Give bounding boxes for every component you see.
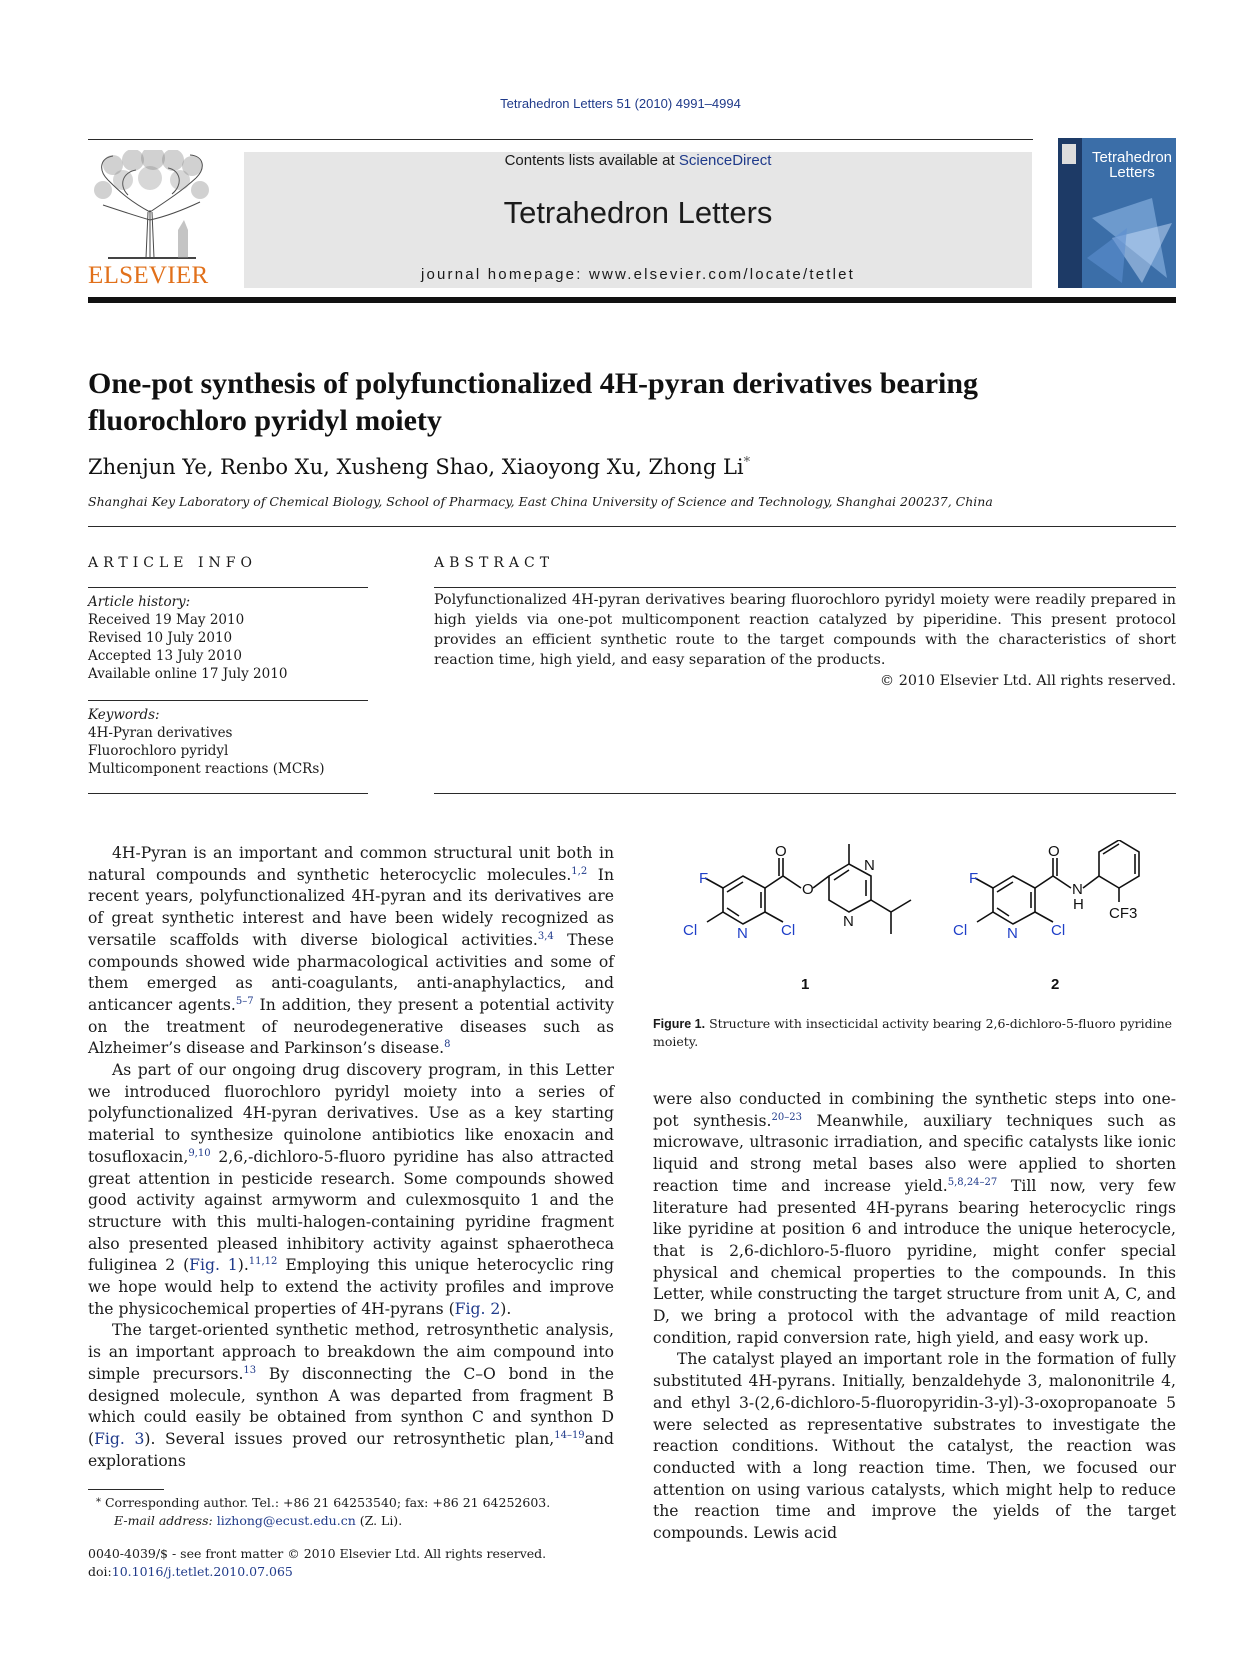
elsevier-wordmark: ELSEVIER — [88, 262, 209, 289]
title-line1: One-pot synthesis of polyfunctionalized 4H-pyran derivatives bearing — [88, 367, 979, 400]
footnote-contact: Corresponding author. Tel.: +86 21 64253540; fax: +86 21 64252603. — [104, 1495, 551, 1510]
atom-CF3: CF3 — [1109, 905, 1138, 922]
journal-cover — [1058, 138, 1176, 288]
article-info-heading: ARTICLE INFO — [88, 555, 257, 571]
affiliation-rule — [88, 526, 1176, 527]
accepted-date: Accepted 13 July 2010 — [88, 648, 243, 664]
citation-ref[interactable]: 14–19 — [554, 1429, 585, 1441]
journal-title: Tetrahedron Letters — [503, 195, 773, 230]
abstract-heading: ABSTRACT — [434, 555, 555, 571]
authors-text: Zhenjun Ye, Renbo Xu, Xusheng Shao, Xiaoyong Xu, Zhong Li — [88, 455, 744, 479]
atom-N: N — [1072, 881, 1083, 898]
issn-doi — [88, 1545, 648, 1581]
title-line2: fluorochloro pyridyl moiety — [88, 404, 442, 437]
compound2-phenyl-ring — [1099, 840, 1139, 888]
atom-Cl: Cl — [683, 922, 698, 939]
article-info-rule — [88, 587, 368, 588]
info-bottom-rule — [88, 793, 368, 794]
figure-1-link[interactable]: Fig. 1 — [189, 1256, 238, 1275]
abstract-text: Polyfunctionalized 4H-pyran derivatives bearing fluorochloro pyridyl moiety were readily prepared in high yields via one-pot multicomponent reaction catalyzed by piperidine. This present protocol provides an efficient synthetic route to the target compounds with the characteristics of short reaction time, high yield, and easy separation of the products. — [434, 592, 1176, 668]
masthead-rule — [88, 297, 1176, 303]
article-title — [88, 365, 1088, 439]
received-date: Received 19 May 2010 — [88, 612, 245, 628]
keyword-item: 4H-Pyran derivatives — [88, 725, 233, 741]
compound-2-label: 2 — [1051, 976, 1060, 993]
footnote-rule — [88, 1489, 164, 1490]
paragraph-retrosynthesis: The target-oriented synthetic method, retrosynthetic analysis, is an important approach to breakdown the aim compound into simple precursors.$^{13}$ By disconnecting the C–O bond in the designed molecule, synthon A was departed from fragment B which could easily be obtained from synthon C and synthon D (Fig. 3). Several issues proved our retrosynthetic plan,$^{14-19}$and explorations — [88, 1321, 614, 1470]
footnote-mark: * — [96, 1497, 101, 1508]
atom-F: F — [969, 870, 979, 887]
abstract-bottom-rule — [434, 793, 1176, 794]
article-history — [88, 593, 378, 683]
citation-ref[interactable]: 5,8,24–27 — [947, 1176, 998, 1188]
cover-title-line2: Letters — [1109, 164, 1155, 181]
author-list — [88, 455, 750, 479]
keyword-item: Multicomponent reactions (MCRs) — [88, 761, 325, 777]
body-right-column — [653, 1089, 1176, 1545]
header-rule — [88, 139, 1033, 140]
corresponding-author-mark[interactable]: * — [743, 455, 751, 470]
doi-link[interactable]: 10.1016/j.tetlet.2010.07.065 — [111, 1564, 293, 1579]
keywords-rule — [88, 700, 368, 701]
keywords — [88, 706, 378, 778]
figure-1-structures — [653, 840, 1177, 1000]
elsevier-tree-logo — [88, 150, 216, 260]
citation-ref[interactable]: 8 — [444, 1039, 451, 1051]
journal-citation[interactable]: Tetrahedron Letters 51 (2010) 4991–4994 — [500, 96, 741, 111]
atom-Cl: Cl — [1051, 922, 1066, 939]
figure-caption-text: Structure with insecticidal activity bearing 2,6-dichloro-5-fluoro pyridine moiety. — [653, 1016, 1173, 1049]
atom-N: N — [843, 913, 854, 930]
paragraph-catalyst: The catalyst played an important role in the formation of fully substituted 4H-pyrans. Initially, benzaldehyde 3, malononitrile 4, and ethyl 3-(2,6-dichloro-5-fluoropyridin-3-yl)-3-oxopropanoate 5 were selected as representative substrates to investigate the reaction conditions. Without the catalyst, the reaction was conducted with a long reaction time. Then, we focused our attention on using various catalysts, which might help to reduce the reaction time and improve the yields of the target compounds. Lewis acid — [653, 1350, 1176, 1543]
cover-logo — [1062, 144, 1076, 164]
abstract-copyright: © 2010 Elsevier Ltd. All rights reserved. — [879, 673, 1176, 689]
citation-ref[interactable]: 11,12 — [248, 1256, 278, 1268]
figure-3-link[interactable]: Fig. 3 — [94, 1429, 145, 1448]
atom-N: N — [737, 925, 748, 942]
atom-N: N — [864, 857, 875, 874]
online-date: Available online 17 July 2010 — [88, 666, 288, 682]
compound1-pyridine-ring — [723, 876, 765, 924]
compound-1-label: 1 — [801, 976, 810, 993]
figure-caption-label: Figure 1. — [653, 1017, 706, 1031]
email-link[interactable]: lizhong@ecust.edu.cn — [216, 1513, 356, 1528]
journal-banner — [244, 152, 1032, 288]
cover-title-line1: Tetrahedron — [1091, 149, 1173, 166]
citation-ref[interactable]: 9,10 — [188, 1147, 211, 1159]
atom-O: O — [1048, 843, 1060, 860]
atom-O: O — [802, 881, 814, 898]
citation-ref[interactable]: 1,2 — [571, 865, 588, 877]
cover-art — [1082, 178, 1176, 288]
paragraph-intro: 4H-Pyran is an important and common structural unit both in natural compounds and synthetic heterocyclic molecules.$^{1,2}$ In recent years, polyfunctionalized 4H-pyran and its derivatives are of great synthetic interest and have been widely recognized as versatile scaffolds with diverse biological activities.$^{3,4}$ These compounds showed wide pharmacological activities and some of them emerged as anti-coagulants, anti-anaphylactics, and anticancer agents.$^{5-7}$ In addition, they present a potential activity on the treatment of neurodegenerative diseases such as Alzheimer’s disease and Parkinson’s disease.$^8$ — [88, 844, 614, 1058]
paragraph-program: As part of our ongoing drug discovery program, in this Letter we introduced fluorochloro pyridyl moiety into a series of polyfunctionalized 4H-pyran derivatives. Use as a key starting material to synthesize quinolone antibiotics like enoxacin and tosufloxacin,$^{9,10}$ 2,6,-dichloro-5-fluoro pyridine has also attracted great attention in pesticide research. Some compounds showed good activity against armyworm and culexmosquito 1 and the structure with this multi-halogen-containing pyridine fragment also presented pleased inhibitory activity against sphaerotheca fuliginea 2 (Fig. 1).$^{11,12}$ Employing this unique heterocyclic ring we hope would help to extend the activity profiles and improve the physicochemical properties of 4H-pyrans (Fig. 2). — [88, 1061, 614, 1318]
issn-line: 0040-4039/$ - see front matter © 2010 Elsevier Ltd. All rights reserved. — [88, 1546, 547, 1561]
keyword-item: Fluorochloro pyridyl — [88, 743, 229, 759]
keywords-label: Keywords: — [88, 707, 160, 723]
paragraph-continuation: were also conducted in combining the synthetic steps into one-pot synthesis.$^{20-23}$ Meanwhile, auxiliary techniques such as microwave, ultrasonic irradiation, and specific catalysts like ionic liquid and strong metal bases also were applied to shorten reaction time and increase yield.$^{5,8,24-27}$ Till now, very few literature had presented 4H-pyrans bearing heterocyclic rings like pyridine at position 6 and introduce the unique heterocycle, that is 2,6-dichloro-5-fluoro pyridine, might confer special physical and chemical properties to the compounds. In this Letter, while constructing the target structure from unit A, C, and D, we bring a protocol with the advantage of mild reaction condition, rapid conversion rate, high yield, and easy work up. — [653, 1090, 1176, 1347]
citation-ref[interactable]: 13 — [243, 1364, 257, 1376]
citation-ref[interactable]: 3,4 — [537, 930, 554, 942]
atom-F: F — [699, 870, 709, 887]
contents-line — [244, 152, 1032, 169]
email-label: E-mail address: — [114, 1513, 217, 1528]
figure-1-caption — [653, 1015, 1177, 1050]
atom-H: H — [1073, 896, 1084, 913]
affiliation: Shanghai Key Laboratory of Chemical Biology, School of Pharmacy, East China University of Science and Technology, Shanghai 200237, China — [88, 494, 993, 509]
abstract-rule — [434, 587, 1176, 588]
sciencedirect-link[interactable]: ScienceDirect — [678, 152, 772, 169]
figure-2-link[interactable]: Fig. 2 — [454, 1299, 501, 1318]
citation-ref[interactable]: 20–23 — [771, 1111, 802, 1123]
contents-prefix: Contents lists available at — [504, 152, 679, 169]
history-label: Article history: — [88, 594, 191, 610]
body-left-column — [88, 843, 614, 1472]
cover-title — [1088, 150, 1176, 180]
doi-label: doi: — [88, 1564, 112, 1579]
email-suffix: (Z. Li). — [355, 1513, 403, 1528]
corresponding-footnote — [96, 1494, 606, 1530]
atom-Cl: Cl — [781, 922, 796, 939]
revised-date: Revised 10 July 2010 — [88, 630, 233, 646]
compound2-pyridine-ring — [993, 876, 1035, 924]
atom-O: O — [775, 843, 787, 860]
journal-homepage[interactable]: journal homepage: www.elsevier.com/locate/tetlet — [420, 266, 856, 283]
citation-ref[interactable]: 5–7 — [235, 995, 254, 1007]
atom-Cl: Cl — [953, 922, 968, 939]
atom-N: N — [1007, 925, 1018, 942]
